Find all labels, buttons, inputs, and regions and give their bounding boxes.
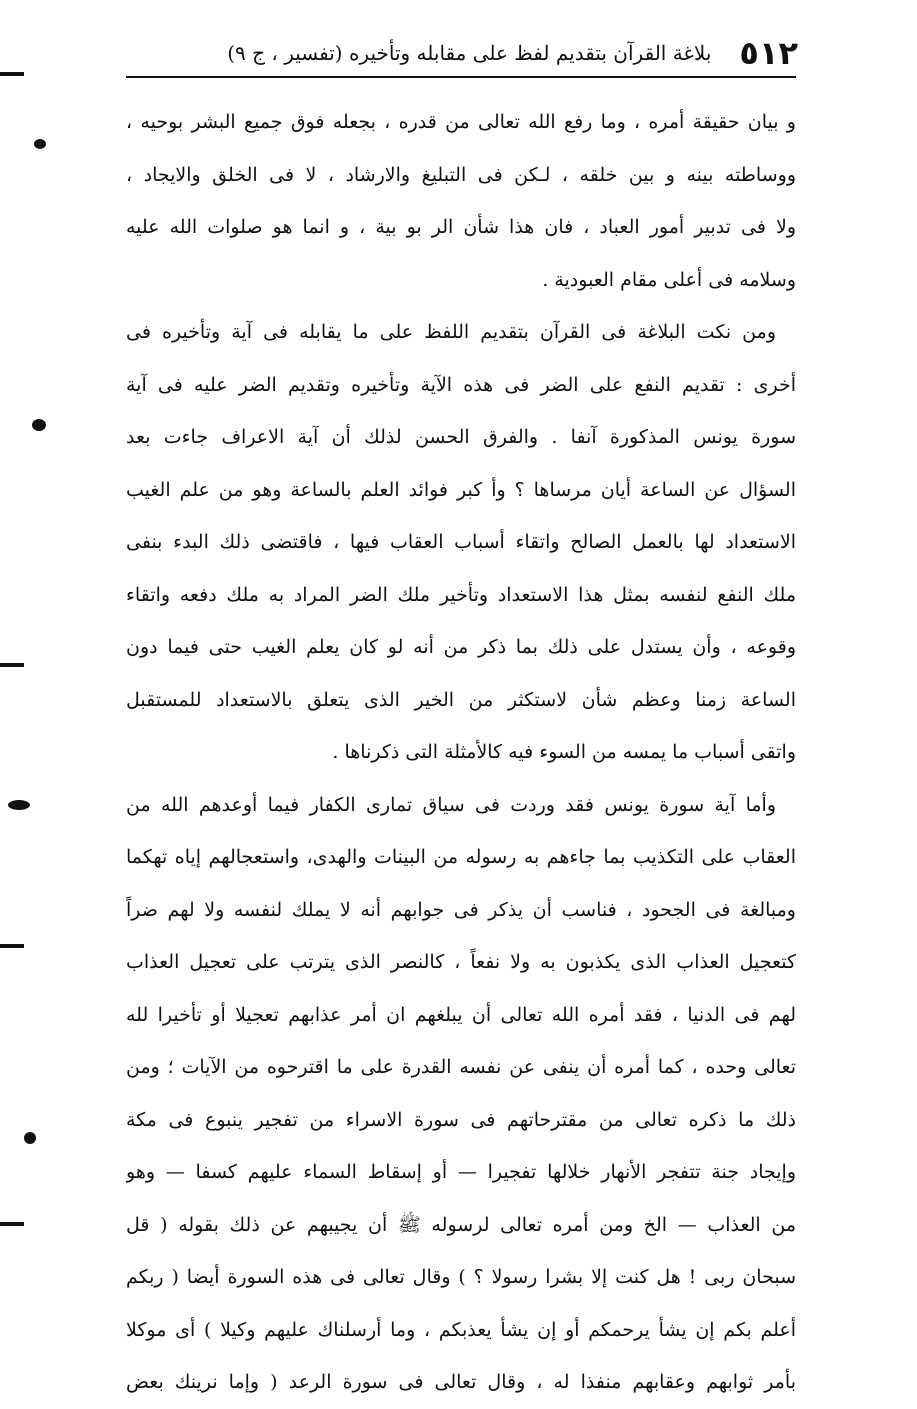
text-line: وقوعه ، وأن يستدل على ذلك بما ذكر من أنه لو كان يعلم الغيب حتى فيما دون	[126, 636, 796, 658]
text-line: وإيجاد جنة تتفجر الأنهار خلالها تفجيرا — أو إسقاط السماء عليهم كسفا — وهو	[126, 1161, 796, 1183]
text-line: الاستعداد لها بالعمل الصالح واتقاء أسباب العقاب فيها ، فاقتضى ذلك البدء بنفى	[126, 531, 796, 553]
text-line: وأما آية سورة يونس فقد وردت فى سياق تمارى الكفار فيما أوعدهم الله من	[126, 793, 776, 816]
text-line: وسلامه فى أعلى مقام العبودية .	[542, 268, 796, 291]
margin-blot	[24, 1132, 36, 1144]
margin-blot	[32, 419, 46, 431]
margin-mark	[0, 944, 24, 948]
text-line: العقاب على التكذيب بما جاءهم به رسوله من البينات والهدى، واستعجالهم إياه تهكما	[126, 846, 796, 868]
text-line: كتعجيل العذاب الذى يكذبون به ولا نفعاً ، كالنصر الذى يترتب على تعجيل العذاب	[126, 951, 796, 973]
page-header	[128, 30, 798, 76]
text-line: سورة يونس المذكورة آنفا . والفرق الحسن لذلك أن آية الاعراف جاءت بعد	[126, 426, 796, 448]
text-line: ملك النفع لنفسه بمثل هذا الاستعداد وتأخير ملك الضر المراد به ملك دفعه واتقاء	[126, 583, 796, 606]
margin-mark	[0, 663, 24, 667]
page-number: ٥١٢	[739, 34, 798, 72]
text-line: ووساطته بينه و بين خلقه ، لـكن فى التبليغ والارشاد ، لا فى الخلق والايجاد ،	[126, 163, 796, 186]
text-line: ولا فى تدبير أمور العباد ، فان هذا شأن الر بو بية ، و انما هو صلوات الله عليه	[126, 216, 796, 238]
text-line: و بيان حقيقة أمره ، وما رفع الله تعالى من قدره ، بجعله فوق جميع البشر بوحيه ،	[126, 111, 796, 133]
text-line: أعلم بكم إن يشأ يرحمكم أو إن يشأ يعذبكم ، وما أرسلناك عليهم وكيلا ) أى موكلا	[126, 1318, 796, 1341]
running-title: بلاغة القرآن بتقديم لفظ على مقابله وتأخيره (تفسير ، ج ٩)	[227, 41, 712, 65]
margin-blot	[8, 800, 30, 810]
header-rule	[126, 76, 796, 78]
text-line: سبحان ربى ! هل كنت إلا بشرا رسولا ؟ ) وقال تعالى فى هذه السورة أيضا ( ربكم	[126, 1266, 796, 1288]
text-line: أخرى : تقديم النفع على الضر فى هذه الآية وتأخيره وتقديم الضر عليه فى آية	[126, 373, 796, 396]
margin-mark	[0, 1222, 24, 1226]
text-line: لهم فى الدنيا ، فقد أمره الله تعالى أن يبلغهم ان أمر عذابهم تعجيلا أو تأخيرا لله	[126, 1003, 796, 1026]
text-line: تعالى وحده ، كما أمره أن ينفى عن نفسه القدرة على ما اقترحوه من الآيات ؛ ومن	[126, 1056, 796, 1078]
text-line: الساعة زمنا وعظم شأن لاستكثر من الخير الذى يتعلق بالاستعداد للمستقبل	[126, 688, 796, 711]
text-line: من العذاب — الخ ومن أمره تعالى لرسوله ﷺ أن يجيبهم عن ذلك بقوله ( قل	[126, 1213, 796, 1236]
margin-blot	[34, 139, 46, 149]
text-line: ومبالغة فى الجحود ، فناسب أن يذكر فى جوابهم أنه لا يملك لنفسه ولا لهم ضراً	[126, 898, 796, 921]
text-line: ومن نكت البلاغة فى القرآن بتقديم اللفظ على ما يقابله فى آية وتأخيره فى	[126, 321, 776, 343]
text-line: السؤال عن الساعة أيان مرساها ؟ وأ كبر فوائد العلم بالساعة وهو من علم الغيب	[126, 478, 796, 501]
margin-mark	[0, 72, 24, 76]
text-line: ذلك ما ذكره تعالى من مقترحاتهم فى سورة الاسراء من تفجير ينبوع فى مكة	[126, 1108, 796, 1131]
text-line: بأمر ثوابهم وعقابهم منفذا له ، وقال تعالى فى سورة الرعد ( وإما نرينك بعض	[126, 1371, 796, 1393]
text-line: واتقى أسباب ما يمسه من السوء فيه كالأمثلة التى ذكرناها .	[332, 741, 796, 763]
body-text	[126, 96, 796, 1409]
